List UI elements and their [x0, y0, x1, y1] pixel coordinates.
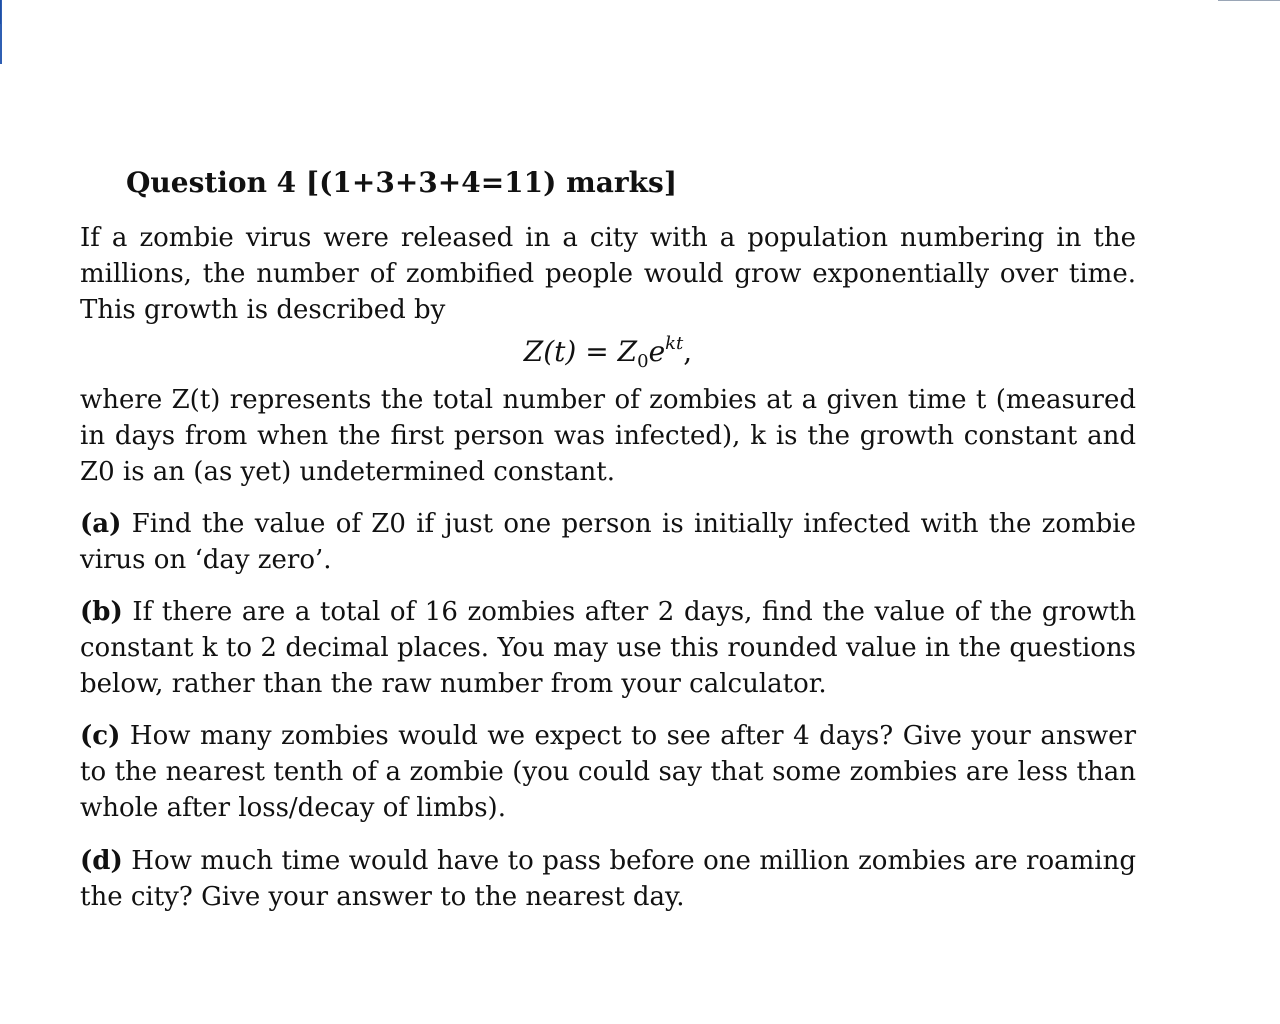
- intro-paragraph: If a zombie virus were released in a city with a population numbering in the millions, the number of zombified people would grow exponentially over time. This growth is described by: [80, 223, 1136, 325]
- part-d-label: (d): [80, 846, 123, 876]
- equation-exponent: kt: [665, 333, 684, 354]
- question-title: Question 4 [(1+3+3+4=11) marks]: [126, 166, 678, 199]
- equation-trailing: ,: [683, 335, 693, 368]
- equation-base-variable: Z: [617, 335, 638, 368]
- equation-lhs: Z(t): [523, 335, 577, 368]
- part-b-text: If there are a total of 16 zombies after 2 days, find the value of the growth constant k to 2 decimal places. You may use this rounded value in the questions below, rather than the raw number from your calculator.: [80, 597, 1137, 699]
- part-a-text: Find the value of Z0 if just one person is initially infected with the zombie virus on ‘day zero’.: [80, 509, 1137, 575]
- part-c: [80, 718, 1136, 826]
- part-d-text: How much time would have to pass before one million zombies are roaming the city? Give your answer to the nearest day.: [80, 846, 1136, 912]
- left-edge-mark-inner: [0, 0, 1, 24]
- growth-equation: [0, 324, 1216, 382]
- equation-subscript: 0: [637, 351, 649, 372]
- equation-exponential-base: e: [648, 335, 666, 368]
- part-b-label: (b): [80, 597, 123, 627]
- where-paragraph: where Z(t) represents the total number of zombies at a given time t (measured in days from when the first person was infected), k is the growth constant and Z0 is an (as yet) undetermined constant.: [80, 385, 1136, 487]
- equation-equals: =: [585, 335, 609, 368]
- part-c-text: How many zombies would we expect to see after 4 days? Give your answer to the nearest tenth of a zombie (you could say that some zombies are less than whole after loss/decay of limbs).: [80, 721, 1136, 823]
- part-a-label: (a): [80, 509, 122, 539]
- part-c-label: (c): [80, 721, 121, 751]
- top-right-mark: [1218, 0, 1280, 1]
- part-a: [80, 506, 1136, 578]
- part-b: [80, 594, 1136, 702]
- part-d: [80, 843, 1136, 915]
